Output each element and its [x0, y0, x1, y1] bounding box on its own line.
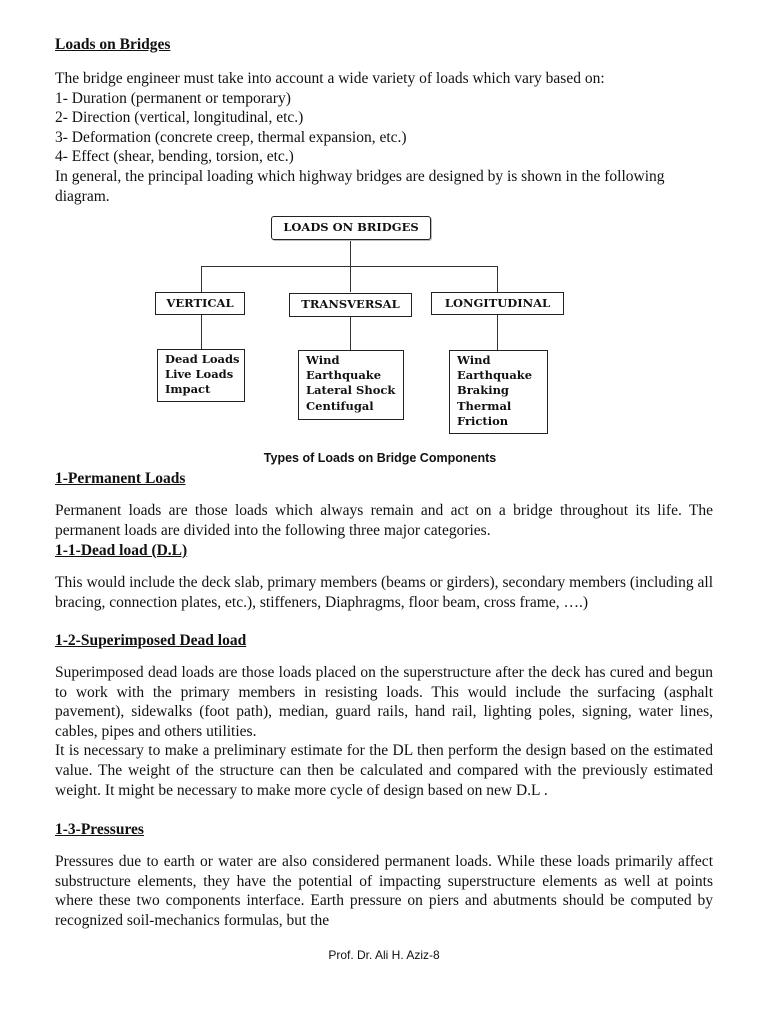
- vertical-list: [157, 349, 245, 402]
- intro-text: [55, 69, 715, 206]
- list-item: Thermal: [457, 398, 512, 413]
- connector: [201, 266, 202, 292]
- list-item: Braking: [457, 383, 509, 398]
- longitudinal-list: [449, 350, 548, 434]
- page-title: Loads on Bridges: [55, 36, 171, 53]
- intro-item: 4- Effect (shear, bending, torsion, etc.): [55, 148, 294, 166]
- category-longitudinal: LONGITUDINAL: [431, 292, 564, 315]
- section-body: [55, 663, 713, 800]
- section-heading: 1-2-Superimposed Dead load: [55, 632, 247, 649]
- connector: [350, 266, 351, 292]
- transversal-list: [298, 350, 404, 420]
- list-item: Earthquake: [306, 368, 382, 383]
- loads-diagram: [0, 210, 768, 470]
- section-heading: 1-3-Pressures: [55, 821, 144, 838]
- list-item: Dead Loads: [165, 352, 240, 366]
- page-footer: Prof. Dr. Ali H. Aziz-8: [328, 948, 440, 962]
- category-vertical: VERTICAL: [155, 292, 245, 315]
- paragraph: Superimposed dead loads are those loads placed on the superstructure after the deck has cured and begun to work with the primary members in resisting loads. This would include the surfacing (asphalt pavement), sidewalks (foot path), median, guard rails, hand rail, lighting poles, signing, water lines, cables, pipes and others utilities.: [55, 664, 713, 740]
- intro-line: The bridge engineer must take into account a wide variety of loads which vary based on:: [55, 70, 605, 87]
- connector: [350, 317, 351, 350]
- connector: [201, 314, 202, 350]
- intro-item: 2- Direction (vertical, longitudinal, etc.): [55, 109, 304, 127]
- list-item: Live Loads: [165, 367, 234, 382]
- root-box: LOADS ON BRIDGES: [271, 216, 431, 240]
- section-body: [55, 852, 713, 930]
- list-item: Centifugal: [306, 398, 374, 413]
- intro-item: 3- Deformation (concrete creep, thermal expansion, etc.): [55, 128, 407, 146]
- intro-item: 1- Duration (permanent or temporary): [55, 89, 291, 107]
- section-body: [55, 573, 713, 612]
- list-item: Wind: [457, 353, 491, 367]
- section-body: [55, 501, 713, 540]
- connector: [497, 266, 498, 292]
- section-heading: 1-1-Dead load (D.L): [55, 542, 188, 559]
- list-item: Earthquake: [457, 368, 533, 383]
- paragraph: This would include the deck slab, primary members (beams or girders), secondary members (including all bracing, connection plates, etc.), stiffeners, Diaphragms, floor beam, cross frame, ….): [55, 574, 713, 611]
- list-item: Wind: [306, 353, 340, 367]
- connector: [497, 314, 498, 350]
- paragraph: Permanent loads are those loads which always remain and act on a bridge throughout its life. The permanent loads are divided into the following three major categories.: [55, 502, 713, 539]
- connector: [350, 239, 351, 266]
- list-item: Lateral Shock: [306, 383, 396, 398]
- section-heading: 1-Permanent Loads: [55, 470, 186, 487]
- list-item: Impact: [165, 382, 211, 397]
- category-transversal: TRANSVERSAL: [289, 293, 412, 317]
- paragraph: Pressures due to earth or water are also considered permanent loads. While these loads primarily affect substructure elements, they have the potential of impacting superstructure elements as well at points where these two components interface. Earth pressure on piers and abutments should be computed by recognized soil-mechanics formulas, but the: [55, 853, 713, 929]
- intro-line: In general, the principal loading which highway bridges are designed by is shown in the following diagram.: [55, 167, 665, 205]
- list-item: Friction: [457, 413, 509, 428]
- diagram-caption: Types of Loads on Bridge Components: [263, 451, 497, 465]
- paragraph: It is necessary to make a preliminary estimate for the DL then perform the design based on the estimated value. The weight of the structure can then be calculated and compared with the previously estimated weight. It might be necessary to make more cycle of design based on new D.L .: [55, 742, 713, 799]
